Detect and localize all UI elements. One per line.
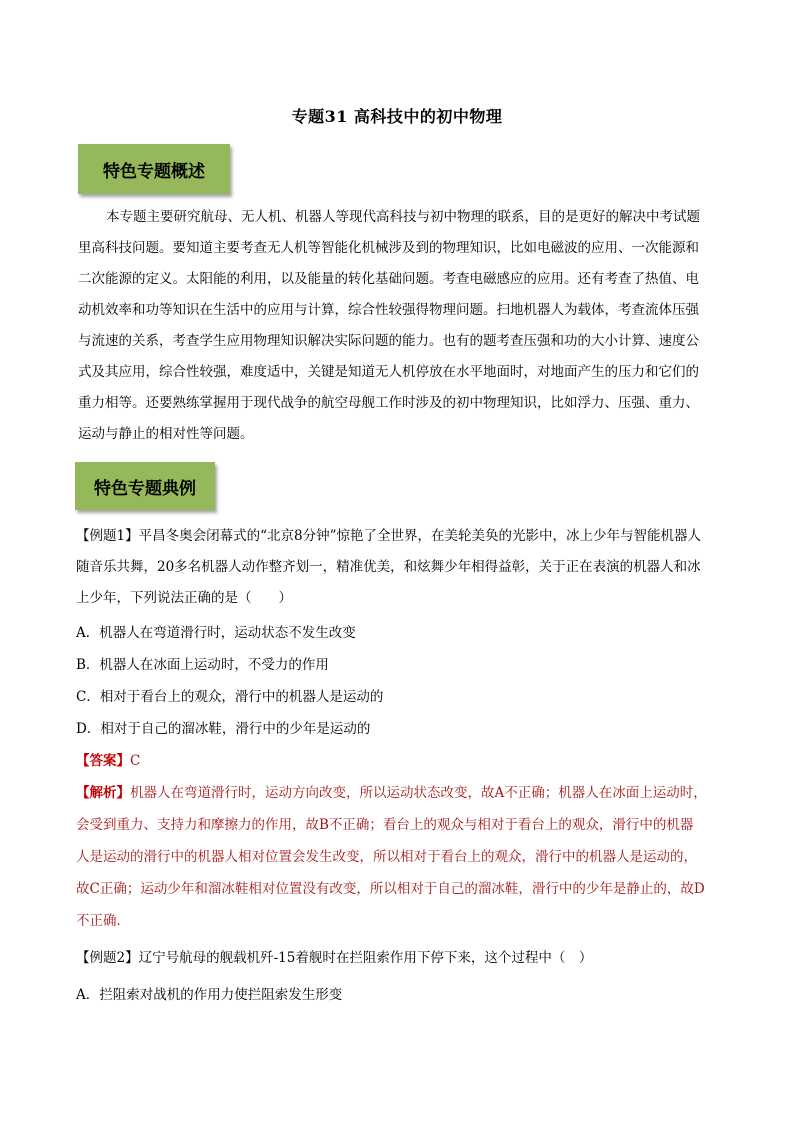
section-heading-examples xyxy=(75,462,215,510)
example1-question-line: 上少年，下列说法正确的是（ ） xyxy=(76,590,292,606)
section-heading-overview xyxy=(78,144,230,194)
example1-answer xyxy=(76,749,140,769)
intro-line: 本专题主要研究航母、无人机、机器人等现代高科技与初中物理的联系，目的是更好的解决中考试题 xyxy=(106,209,700,225)
intro-line: 重力相等。还要熟练掌握用于现代战争的航空母舰工作时涉及的初中物理知识，比如浮力、压强、重力、 xyxy=(78,395,699,411)
example2-question: 【例题2】辽宁号航母的舰载机歼-15着舰时在拦阻索作用下停下来，这个过程中（ ） xyxy=(76,950,593,966)
section-heading-examples-label: 特色专题典例 xyxy=(94,478,196,499)
example1-analysis-line: 会受到重力、支持力和摩擦力的作用，故B不正确；看台上的观众与相对于看台上的观众，滑行中的机器 xyxy=(76,817,694,833)
example1-analysis-line: 不正确． xyxy=(76,913,130,929)
example1-option-a: A．机器人在弯道滑行时，运动状态不发生改变 xyxy=(76,625,356,641)
example1-analysis-line: 故C正确；运动少年和溜冰鞋相对位置没有改变，所以相对于自己的溜冰鞋，滑行中的少年是静止的，故D xyxy=(76,881,705,897)
intro-line: 里高科技问题。要知道主要考查无人机等智能化机械涉及到的物理知识，比如电磁波的应用、一次能源和 xyxy=(78,240,699,256)
intro-line: 二次能源的定义。太阳能的利用，以及能量的转化基础问题。考查电磁感应的应用。还有考查了热值、电 xyxy=(78,271,699,287)
example1-analysis-line: 人是运动的滑行中的机器人相对位置会发生改变，所以相对于看台上的观众，滑行中的机器人是运动的， xyxy=(76,849,697,865)
intro-paragraph xyxy=(78,202,718,450)
intro-line: 与流速的关系，考查学生应用物理知识解决实际问题的能力。也有的题考查压强和功的大小计算、速度公 xyxy=(78,333,699,349)
example1-analysis-line xyxy=(76,781,707,801)
example1-option-d: D．相对于自己的溜冰鞋，滑行中的少年是运动的 xyxy=(76,721,371,737)
example1-option-c: C．相对于看台上的观众，滑行中的机器人是运动的 xyxy=(76,689,384,705)
intro-line: 式及其应用，综合性较强，难度适中，关键是知道无人机停放在水平地面时，对地面产生的压力和它们的 xyxy=(78,364,699,380)
section-heading-overview-label: 特色专题概述 xyxy=(103,161,205,182)
example1-question-line: 随音乐共舞，20多名机器人动作整齐划一，精准优美，和炫舞少年相得益彰，关于正在表演的机器人和冰 xyxy=(76,559,701,575)
intro-line: 运动与静止的相对性等问题。 xyxy=(78,426,254,442)
analysis-text: 机器人在弯道滑行时，运动方向改变，所以运动状态改变，故A不正确；机器人在冰面上运动时， xyxy=(130,785,707,801)
answer-label: 【答案】 xyxy=(76,753,130,769)
example2-option-a: A．拦阻索对战机的作用力使拦阻索发生形变 xyxy=(76,987,343,1003)
analysis-label: 【解析】 xyxy=(76,785,130,801)
intro-line: 动机效率和功等知识在生活中的应用与计算，综合性较强得物理问题。扫地机器人为载体，考查流体压强 xyxy=(78,302,699,318)
answer-value: C xyxy=(130,753,141,769)
page-title: 专题31 高科技中的初中物理 xyxy=(291,107,503,126)
example1-option-b: B．机器人在冰面上运动时，不受力的作用 xyxy=(76,657,329,673)
example1-question-line: 【例题1】平昌冬奥会闭幕式的“北京8分钟”惊艳了全世界，在美轮美奂的光影中，冰上少年与智能机器人 xyxy=(76,528,701,544)
